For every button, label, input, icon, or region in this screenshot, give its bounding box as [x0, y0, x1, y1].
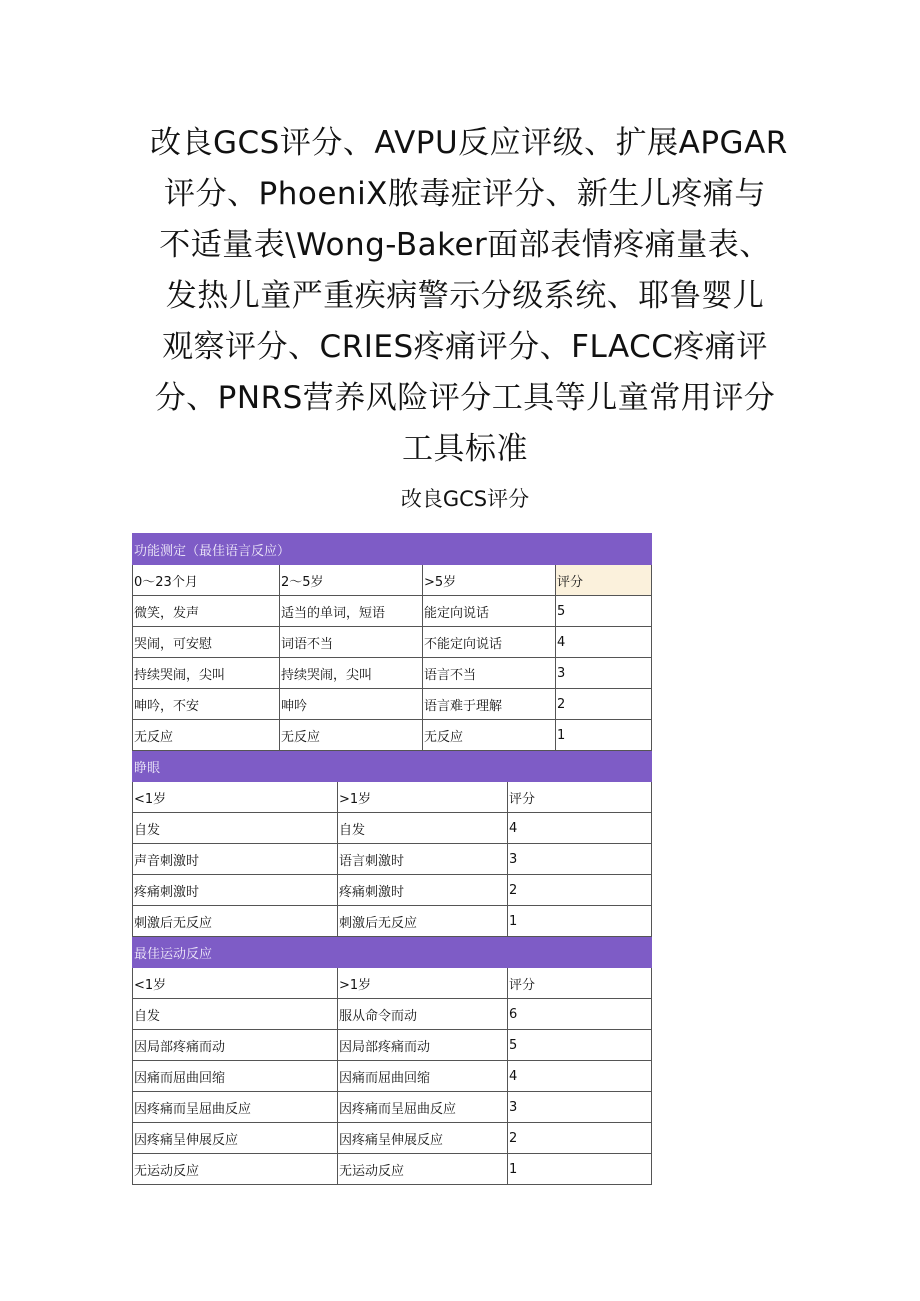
section-header-label: 最佳运动反应: [133, 937, 652, 968]
score-cell: 1: [556, 720, 652, 751]
table-cell: 声音刺激时: [133, 844, 338, 875]
table-cell: 持续哭闹，尖叫: [133, 658, 280, 689]
score-cell: 6: [508, 999, 652, 1030]
title-line: 发热儿童严重疾病警示分级系统、耶鲁婴儿: [165, 278, 765, 314]
table-cell: 自发: [338, 813, 508, 844]
table-row: [133, 1061, 652, 1092]
score-cell: 3: [508, 844, 652, 875]
table-cell: 服从命令而动: [338, 999, 508, 1030]
table-row: [133, 689, 652, 720]
document-title: [150, 118, 788, 475]
table-cell: 因疼痛呈伸展反应: [133, 1123, 338, 1154]
table-row: [133, 999, 652, 1030]
section-header-label: 睁眼: [133, 751, 652, 782]
score-cell: 5: [556, 596, 652, 627]
score-cell: 1: [508, 906, 652, 937]
table-cell: 呻吟，不安: [133, 689, 280, 720]
table-cell: 疼痛刺激时: [133, 875, 338, 906]
score-cell: 3: [508, 1092, 652, 1123]
column-header-row: [133, 782, 652, 813]
table-cell: 语言不当: [423, 658, 556, 689]
section-header-label: 功能测定（最佳语言反应）: [133, 534, 652, 565]
table-cell: 微笑，发声: [133, 596, 280, 627]
score-cell: 2: [508, 875, 652, 906]
table-cell: 自发: [133, 813, 338, 844]
table-row: [133, 875, 652, 906]
table-row: [133, 813, 652, 844]
table-row: [133, 627, 652, 658]
score-cell: 2: [556, 689, 652, 720]
score-cell: 1: [508, 1154, 652, 1185]
table-cell: 因疼痛呈伸展反应: [338, 1123, 508, 1154]
table-row: [133, 658, 652, 689]
column-header-score: 评分: [508, 782, 652, 813]
score-cell: 3: [556, 658, 652, 689]
table-cell: 适当的单词，短语: [280, 596, 423, 627]
table-row: [133, 906, 652, 937]
table-cell: 因疼痛而呈屈曲反应: [338, 1092, 508, 1123]
column-header: <1岁: [133, 968, 338, 999]
table-row: [133, 844, 652, 875]
title-line: 不适量表\Wong-Baker面部表情疼痛量表、: [159, 227, 771, 263]
table-cell: 因疼痛而呈屈曲反应: [133, 1092, 338, 1123]
column-header: <1岁: [133, 782, 338, 813]
title-line: 分、PNRS营养风险评分工具等儿童常用评分: [154, 380, 776, 416]
table-row: [133, 1123, 652, 1154]
column-header-row: [133, 565, 652, 596]
table-row: [133, 1030, 652, 1061]
table-cell: 词语不当: [280, 627, 423, 658]
table-cell: 无反应: [423, 720, 556, 751]
column-header: 2～5岁: [280, 565, 423, 596]
table-cell: 刺激后无反应: [133, 906, 338, 937]
section-header-eye: [133, 751, 652, 782]
table-cell: 语言难于理解: [423, 689, 556, 720]
score-cell: 4: [556, 627, 652, 658]
column-header: >1岁: [338, 968, 508, 999]
table-cell: 呻吟: [280, 689, 423, 720]
table-row: [133, 720, 652, 751]
score-cell: 5: [508, 1030, 652, 1061]
table-cell: 因局部疼痛而动: [133, 1030, 338, 1061]
table-cell: 因痛而屈曲回缩: [338, 1061, 508, 1092]
table-cell: 因局部疼痛而动: [338, 1030, 508, 1061]
score-cell: 4: [508, 1061, 652, 1092]
title-line: 评分、PhoeniX脓毒症评分、新生儿疼痛与: [164, 176, 766, 212]
table-row: [133, 1154, 652, 1185]
table-cell: 无反应: [280, 720, 423, 751]
column-header-score: 评分: [508, 968, 652, 999]
section-header-verbal: [133, 534, 652, 565]
title-line: 观察评分、CRIES疼痛评分、FLACC疼痛评: [162, 329, 768, 365]
table-row: [133, 596, 652, 627]
gcs-table: [132, 533, 652, 1185]
table-cell: 哭闹，可安慰: [133, 627, 280, 658]
table-cell: 刺激后无反应: [338, 906, 508, 937]
column-header-score: 评分: [556, 565, 652, 596]
table-cell: 持续哭闹，尖叫: [280, 658, 423, 689]
score-cell: 2: [508, 1123, 652, 1154]
title-line: 改良GCS评分、AVPU反应评级、扩展APGAR: [150, 125, 788, 161]
table-row: [133, 1092, 652, 1123]
table-cell: 因痛而屈曲回缩: [133, 1061, 338, 1092]
column-header: 0～23个月: [133, 565, 280, 596]
column-header: >1岁: [338, 782, 508, 813]
table-cell: 能定向说话: [423, 596, 556, 627]
table-cell: 无运动反应: [338, 1154, 508, 1185]
gcs-table-container: [132, 533, 651, 1185]
table-cell: 自发: [133, 999, 338, 1030]
column-header-row: [133, 968, 652, 999]
table-cell: 无运动反应: [133, 1154, 338, 1185]
column-header: >5岁: [423, 565, 556, 596]
table-cell: 无反应: [133, 720, 280, 751]
title-line: 工具标准: [402, 431, 528, 467]
section-header-motor: [133, 937, 652, 968]
section-title: 改良GCS评分: [400, 487, 530, 511]
score-cell: 4: [508, 813, 652, 844]
table-cell: 疼痛刺激时: [338, 875, 508, 906]
table-cell: 语言刺激时: [338, 844, 508, 875]
table-cell: 不能定向说话: [423, 627, 556, 658]
